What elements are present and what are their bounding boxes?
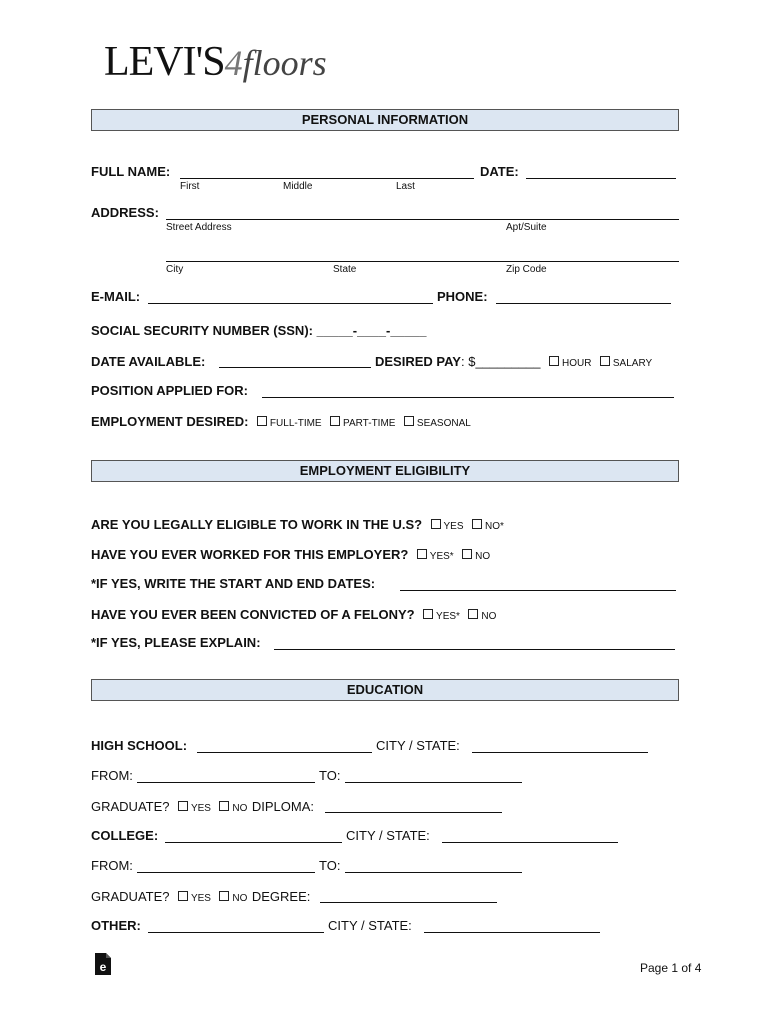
last-name-caption: Last (396, 181, 415, 192)
hs-graduate-no-label: NO (232, 803, 248, 814)
felony-no-label: NO (481, 611, 497, 622)
other-field[interactable] (148, 932, 324, 933)
hs-city-state-field[interactable] (472, 752, 648, 753)
city-state-zip-field[interactable] (166, 261, 679, 262)
other-label: OTHER: (91, 918, 141, 933)
college-graduate-label: GRADUATE? (91, 889, 170, 904)
eligible-yes-label: YES (443, 521, 464, 532)
felony-question: HAVE YOU EVER BEEN CONVICTED OF A FELONY? (91, 607, 415, 622)
part-time-label: PART-TIME (343, 418, 396, 429)
worked-no-checkbox[interactable] (462, 549, 472, 559)
diploma-label: DIPLOMA: (251, 799, 314, 814)
hs-graduate-row (91, 798, 314, 816)
eligible-question-row (91, 516, 504, 534)
logo-rest: floors (242, 43, 327, 83)
hs-to-field[interactable] (345, 782, 522, 783)
employment-desired-label: EMPLOYMENT DESIRED: (91, 414, 249, 429)
section-employment-eligibility: EMPLOYMENT ELIGIBILITY (91, 460, 679, 482)
explain-label: *IF YES, PLEASE EXPLAIN: (91, 635, 261, 650)
explain-field[interactable] (274, 649, 675, 650)
college-from-label: FROM: (91, 858, 133, 873)
worked-before-question: HAVE YOU EVER WORKED FOR THIS EMPLOYER? (91, 547, 409, 562)
middle-name-caption: Middle (283, 181, 313, 192)
street-address-field[interactable] (166, 219, 679, 220)
worked-no-label: NO (475, 551, 491, 562)
college-city-state-field[interactable] (442, 842, 618, 843)
felony-yes-label: YES* (436, 611, 460, 622)
eligible-no-checkbox[interactable] (472, 519, 482, 529)
svg-text:e: e (99, 960, 107, 974)
date-label: DATE: (480, 164, 519, 179)
hs-from-field[interactable] (137, 782, 315, 783)
felony-question-row (91, 606, 496, 624)
eligible-no-label: NO* (484, 521, 504, 532)
street-address-caption: Street Address (166, 222, 232, 233)
salary-checkbox[interactable] (600, 356, 610, 366)
document-icon (93, 952, 113, 981)
page-number: Page 1 of 4 (640, 961, 702, 975)
logo-word: LEVI'S (104, 39, 225, 85)
eligible-question: ARE YOU LEGALLY ELIGIBLE TO WORK IN THE U.S? (91, 517, 423, 532)
full-name-field[interactable] (180, 178, 474, 179)
college-graduate-no-checkbox[interactable] (219, 891, 229, 901)
salary-label: SALARY (612, 358, 653, 369)
hs-graduate-no-checkbox[interactable] (219, 801, 229, 811)
other-city-state-field[interactable] (424, 932, 600, 933)
date-field[interactable] (526, 178, 676, 179)
city-caption: City (166, 264, 184, 275)
section-personal-information: PERSONAL INFORMATION (91, 109, 679, 131)
high-school-field[interactable] (197, 752, 372, 753)
seasonal-checkbox[interactable] (404, 416, 414, 426)
position-field[interactable] (262, 397, 674, 398)
part-time-checkbox[interactable] (330, 416, 340, 426)
hs-from-label: FROM: (91, 768, 133, 783)
hs-graduate-label: GRADUATE? (91, 799, 170, 814)
degree-label: DEGREE: (251, 889, 311, 904)
worked-yes-checkbox[interactable] (417, 549, 427, 559)
college-graduate-yes-checkbox[interactable] (178, 891, 188, 901)
degree-field[interactable] (320, 902, 497, 903)
desired-pay-label: DESIRED PAY (375, 354, 461, 369)
hour-label: HOUR (561, 358, 592, 369)
college-to-field[interactable] (345, 872, 522, 873)
desired-pay-field[interactable]: : $_________ (460, 354, 541, 369)
date-available-label: DATE AVAILABLE: (91, 354, 206, 369)
seasonal-label: SEASONAL (416, 418, 471, 429)
employment-desired-row (91, 413, 471, 431)
apt-suite-caption: Apt/Suite (506, 222, 547, 233)
hs-graduate-yes-checkbox[interactable] (178, 801, 188, 811)
felony-yes-checkbox[interactable] (423, 609, 433, 619)
college-city-state-label: CITY / STATE: (346, 828, 430, 843)
high-school-label: HIGH SCHOOL: (91, 738, 188, 753)
worked-before-row (91, 546, 490, 564)
position-label: POSITION APPLIED FOR: (91, 383, 248, 398)
company-logo (104, 38, 327, 86)
college-field[interactable] (165, 842, 342, 843)
college-graduate-row (91, 888, 310, 906)
address-label: ADDRESS: (91, 205, 159, 220)
other-city-state-label: CITY / STATE: (328, 918, 412, 933)
state-caption: State (333, 264, 357, 275)
first-name-caption: First (180, 181, 200, 192)
date-available-row (91, 353, 205, 371)
college-graduate-yes-label: YES (190, 893, 211, 904)
diploma-field[interactable] (325, 812, 502, 813)
zip-caption: Zip Code (506, 264, 547, 275)
start-end-dates-label: *IF YES, WRITE THE START AND END DATES: (91, 576, 376, 591)
date-available-field[interactable] (219, 367, 371, 368)
email-label: E-MAIL: (91, 289, 141, 304)
worked-yes-label: YES* (429, 551, 454, 562)
section-education: EDUCATION (91, 679, 679, 701)
full-time-checkbox[interactable] (257, 416, 267, 426)
college-to-label: TO: (319, 858, 341, 873)
hs-graduate-yes-label: YES (190, 803, 211, 814)
hour-checkbox[interactable] (549, 356, 559, 366)
ssn-field[interactable]: SOCIAL SECURITY NUMBER (SSN): _____-____-_____ (91, 323, 427, 338)
college-graduate-no-label: NO (232, 893, 248, 904)
full-time-label: FULL-TIME (269, 418, 322, 429)
desired-pay-row (375, 353, 652, 371)
email-field[interactable] (148, 303, 433, 304)
felony-no-checkbox[interactable] (468, 609, 478, 619)
start-end-dates-field[interactable] (400, 590, 676, 591)
hs-city-state-label: CITY / STATE: (376, 738, 460, 753)
phone-label: PHONE: (437, 289, 488, 304)
full-name-label: FULL NAME: (91, 164, 171, 179)
college-from-field[interactable] (137, 872, 315, 873)
college-label: COLLEGE: (91, 828, 159, 843)
phone-field[interactable] (496, 303, 671, 304)
hs-to-label: TO: (319, 768, 341, 783)
eligible-yes-checkbox[interactable] (431, 519, 441, 529)
logo-number: 4 (224, 43, 243, 83)
